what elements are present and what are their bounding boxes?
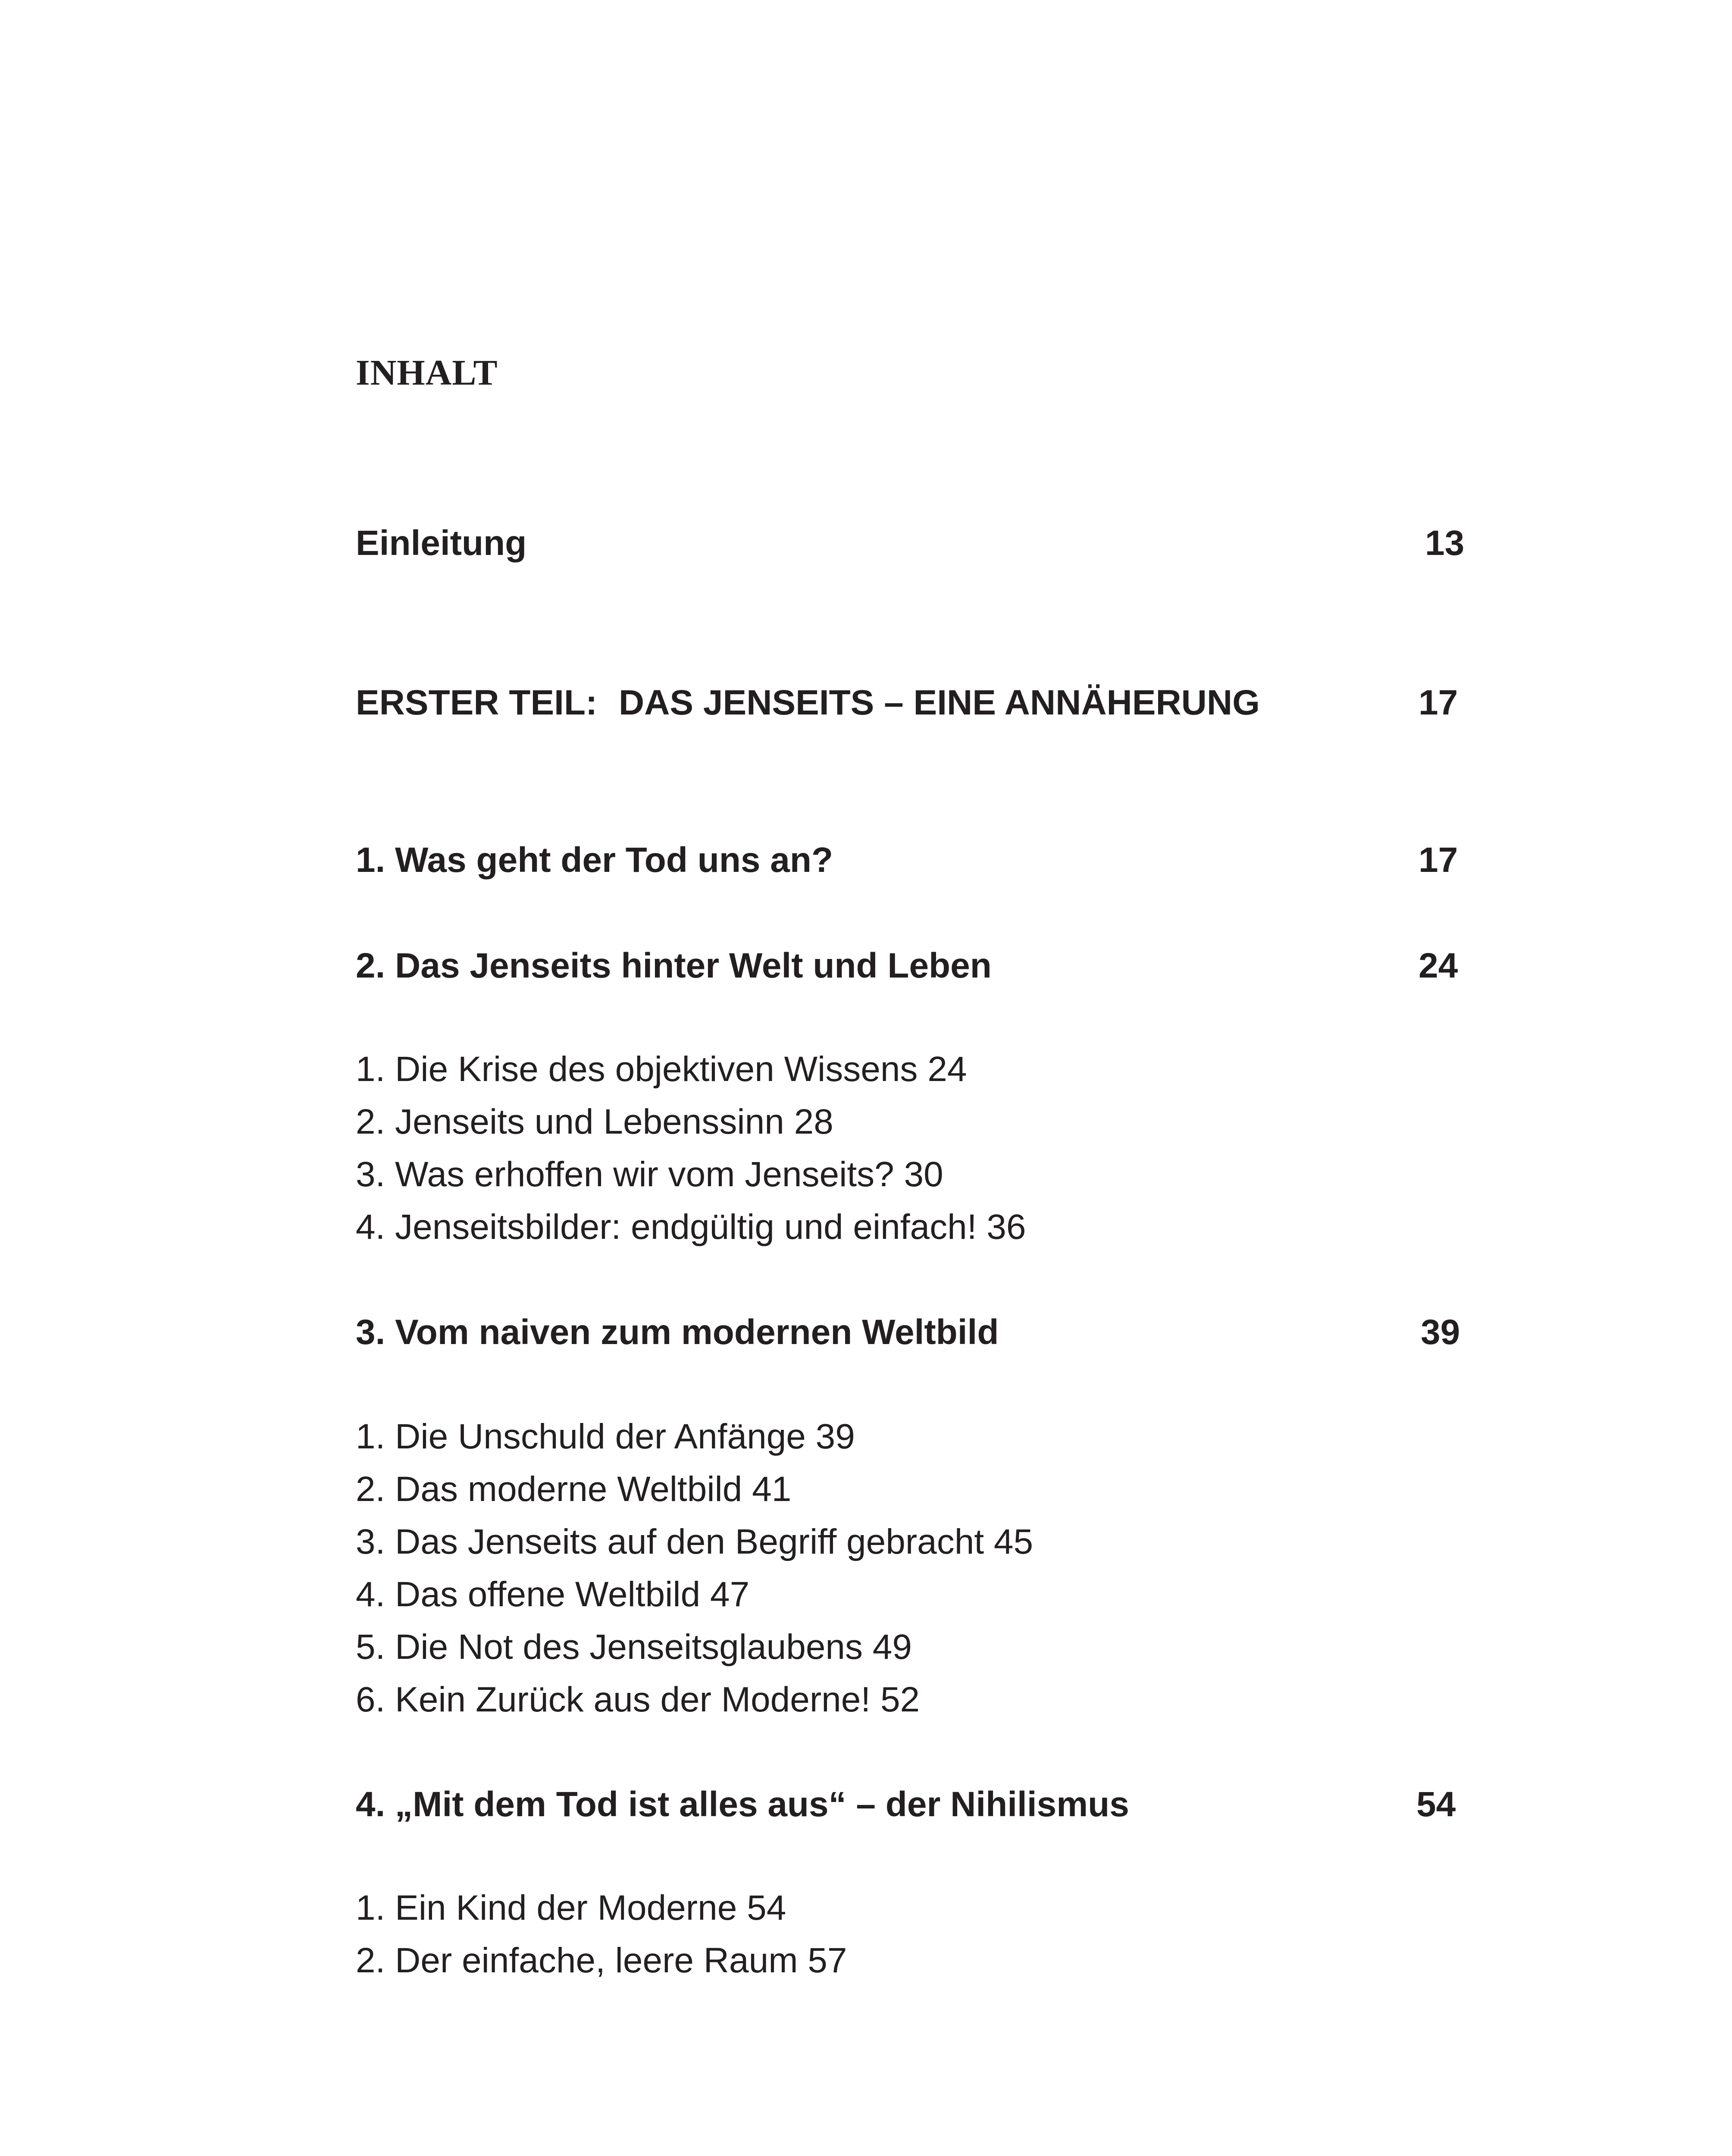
toc-section: 6. Kein Zurück aus der Moderne! 52 (356, 1680, 920, 1719)
toc-section: 4. Das offene Weltbild 47 (356, 1575, 750, 1614)
toc-section: 5. Die Not des Jenseitsglaubens 49 (356, 1627, 912, 1667)
toc-part-label: ERSTER TEIL: (356, 683, 598, 722)
toc-title: INHALT (356, 353, 498, 393)
toc-page-number: 24 (1419, 946, 1458, 985)
toc-page-number: 54 (1416, 1785, 1456, 1824)
toc-section: 2. Der einfache, leere Raum 57 (356, 1941, 847, 1980)
toc-entry-label: Einleitung (356, 523, 527, 563)
toc-chapter-2: 2. Das Jenseits hinter Welt und Leben (356, 946, 992, 985)
toc-part-title: DAS JENSEITS – EINE ANNÄHERUNG (619, 683, 1260, 722)
toc-section: 1. Ein Kind der Moderne 54 (356, 1888, 786, 1927)
toc-section: 4. Jenseitsbilder: endgültig und einfach! 36 (356, 1207, 1026, 1247)
toc-entry-intro (356, 522, 526, 565)
toc-page-number: 17 (1419, 683, 1458, 722)
toc-section: 1. Die Unschuld der Anfänge 39 (356, 1417, 855, 1456)
toc-section: 3. Was erhoffen wir vom Jenseits? 30 (356, 1155, 943, 1194)
toc-chapter-3: 3. Vom naiven zum modernen Weltbild (356, 1313, 999, 1352)
toc-section: 3. Das Jenseits auf den Begriff gebracht 45 (356, 1522, 1034, 1561)
toc-page-number: 39 (1421, 1313, 1460, 1352)
toc-page-number: 17 (1419, 840, 1458, 880)
toc-part-heading (356, 681, 1260, 724)
toc-chapter-4: 4. „Mit dem Tod ist alles aus“ – der Nihilismus (356, 1785, 1129, 1824)
toc-section: 2. Das moderne Weltbild 41 (356, 1470, 792, 1509)
toc-page-number: 13 (1425, 523, 1465, 563)
toc-chapter-1: 1. Was geht der Tod uns an? (356, 840, 833, 880)
toc-section: 1. Die Krise des objektiven Wissens 24 (356, 1050, 967, 1089)
toc-section: 2. Jenseits und Lebenssinn 28 (356, 1102, 833, 1141)
